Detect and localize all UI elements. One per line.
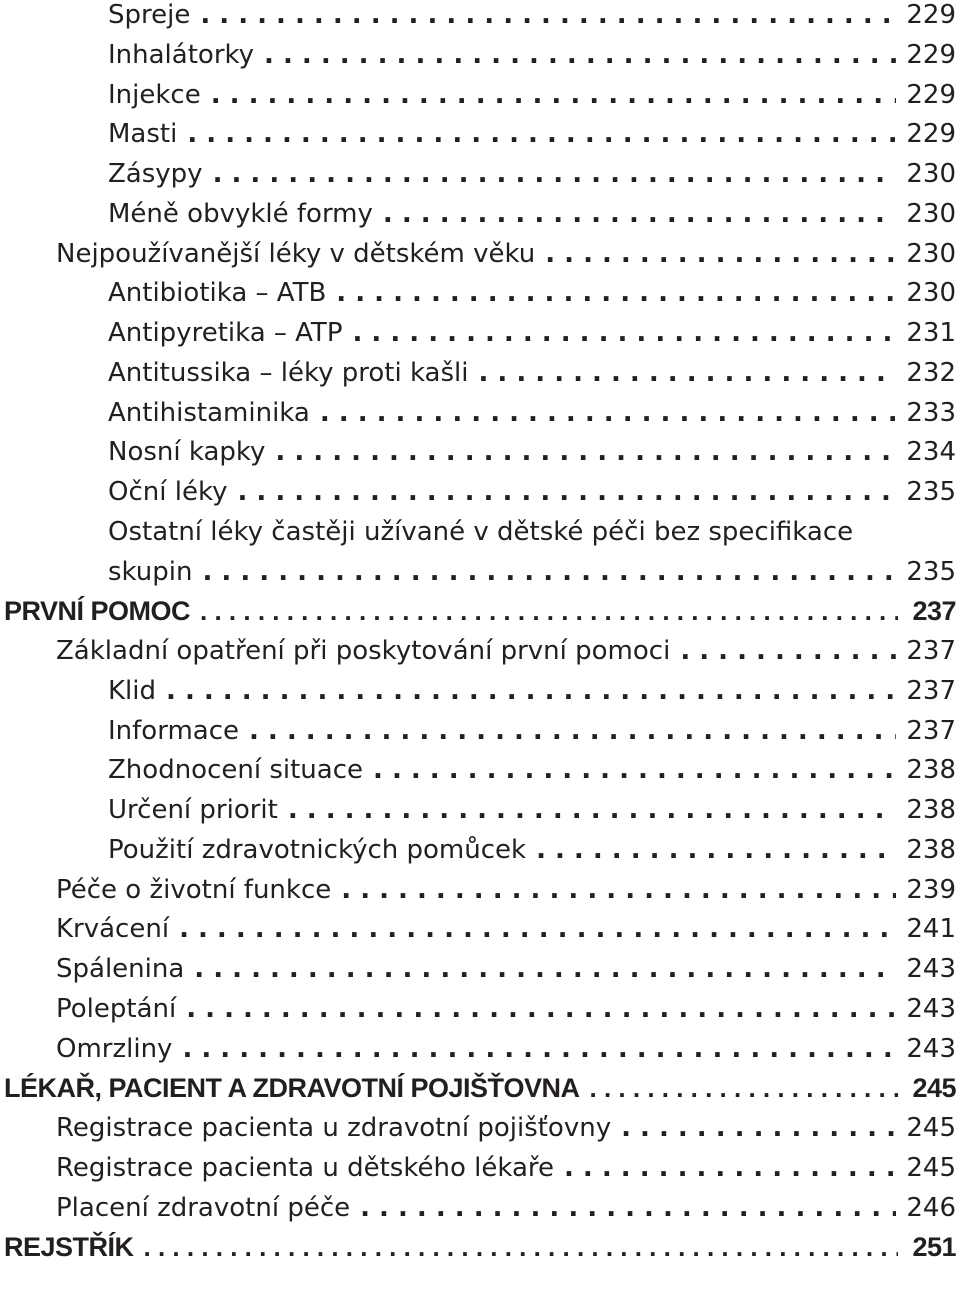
toc-entry [0,512,960,552]
toc-entry-page: 235 [906,477,956,507]
toc-entry-title: Méně obvyklé formy [108,198,373,229]
toc-dot-leader [200,591,898,631]
toc-entry [0,154,960,194]
toc-dot-leader [320,393,897,433]
toc-dot-leader [166,671,896,711]
toc-entry [0,353,960,393]
toc-entry [0,830,960,870]
toc-dot-leader [211,75,897,115]
toc-dot-leader [336,273,896,313]
toc-entry-page: 241 [906,914,956,945]
toc-dot-leader [186,989,896,1029]
toc-dot-leader [194,949,896,989]
toc-dot-leader [182,1029,896,1069]
toc-entry-page: 239 [906,874,956,905]
toc-dot-leader [213,154,897,194]
toc-dot-leader [237,472,896,512]
toc-section-heading [0,1227,960,1267]
toc-entry-title: Péče o životní funkce [56,874,332,905]
toc-entry-page: 238 [906,795,956,825]
toc-entry-page: 229 [906,39,956,70]
toc-entry-page: 232 [906,357,956,388]
toc-dot-leader [200,0,896,35]
toc-entry-title: Antihistaminika [108,397,310,428]
toc-dot-leader [536,830,896,870]
toc-entry-title: Zásypy [108,159,203,189]
toc-entry-page: 238 [906,834,956,865]
toc-dot-leader [187,114,896,154]
toc-entry [0,750,960,790]
toc-dot-leader [478,353,896,393]
toc-entry [0,790,960,830]
toc-entry-title: Placení zdravotní péče [56,1192,351,1223]
toc-dot-leader [144,1227,898,1267]
toc-entry-title: skupin [108,556,193,587]
toc-entry-title: Inhalátorky [108,39,255,70]
toc-entry [0,35,960,75]
toc-entry-page: 245 [906,1113,956,1143]
toc-entry [0,0,960,35]
toc-entry-title: Krvácení [56,914,170,945]
toc-entry-title: Základní opatření při poskytování první pomoci [56,636,671,666]
toc-entry-title: Registrace pacienta u zdravotní pojišťovny [56,1113,612,1143]
toc-entry-title: Antitussika – léky proti kašli [108,357,469,388]
toc-entry [0,75,960,115]
toc-entry-title: Masti [108,119,178,150]
toc-dot-leader [621,1108,896,1148]
toc-entry-title: Antibiotika – ATB [108,278,327,309]
toc-entry [0,313,960,353]
toc-entry-page: 245 [912,1073,956,1104]
toc-entry-title: Zhodnocení situace [108,755,364,786]
toc-entry-page: 237 [906,675,956,706]
toc-entry-page: 233 [906,397,956,428]
toc-entry-title: Určení priorit [108,795,278,825]
toc-entry-title: Spreje [108,0,191,30]
toc-entry-title: LÉKAŘ, PACIENT A ZDRAVOTNÍ POJIŠŤOVNA [4,1073,580,1104]
toc-entry-title: Ostatní léky častěji užívané v dětské péči bez specifikace [108,516,854,547]
toc-entry-page: 243 [906,993,956,1024]
toc-entry-page: 237 [906,715,956,746]
toc-entry-title: Poleptání [56,993,177,1024]
toc-dot-leader [275,432,896,472]
toc-entry [0,1029,960,1069]
toc-entry-title: Klid [108,675,157,706]
toc-entry-page: 229 [906,0,956,30]
toc-entry-title: Antipyretika – ATP [108,318,343,348]
toc-entry [0,234,960,274]
toc-entry-title: Nosní kapky [108,437,266,468]
toc-entry [0,194,960,234]
toc-entry-title: Použití zdravotnických pomůcek [108,834,527,865]
toc-entry-page: 246 [906,1192,956,1223]
toc-entry [0,432,960,472]
toc-dot-leader [360,1188,896,1228]
toc-entry [0,671,960,711]
toc-dot-leader [249,711,896,751]
toc-dot-leader [288,790,897,830]
toc-entry-page: 237 [906,636,956,666]
toc-dot-leader [203,552,897,592]
toc-entry-page: 251 [912,1232,956,1263]
toc-dot-leader [179,909,896,949]
toc-dot-leader [264,35,896,75]
toc-entry-title: Informace [108,715,239,746]
toc-entry [0,114,960,154]
toc-entry-title: Registrace pacienta u dětského lékaře [56,1152,554,1183]
toc-entry-title: REJSTŘÍK [4,1232,134,1263]
toc-entry-title: Injekce [108,79,201,110]
toc-entry-page: 230 [906,159,956,189]
toc-entry [0,949,960,989]
toc-entry-page: 243 [906,954,956,984]
toc-dot-leader [590,1068,898,1108]
toc-entry-page: 230 [906,238,956,269]
toc-entry-page: 231 [906,318,956,348]
toc-dot-leader [545,234,896,274]
toc-entry [0,393,960,433]
toc-entry-title: PRVNÍ POMOC [4,596,191,627]
toc-entry [0,870,960,910]
toc-entry-title: Nejpoužívanější léky v dětském věku [56,238,536,269]
toc-entry [0,552,960,592]
toc-dot-leader [680,631,896,671]
toc-entry [0,1148,960,1188]
toc-entry-page: 229 [906,119,956,150]
toc-dot-leader [564,1148,896,1188]
toc-entry-title: Spálenina [56,954,185,984]
toc-entry-page: 243 [906,1033,956,1064]
toc-entry [0,631,960,671]
toc-entry-page: 230 [906,198,956,229]
toc-entry-page: 237 [912,596,956,627]
toc-entry [0,472,960,512]
toc-section-heading [0,1068,960,1108]
toc-entry [0,1188,960,1228]
toc-entry-page: 229 [906,79,956,110]
toc-entry-title: Oční léky [108,477,228,507]
toc-entry-page: 230 [906,278,956,309]
toc-entry-page: 234 [906,437,956,468]
toc-entry [0,989,960,1029]
toc-dot-leader [353,313,897,353]
toc-dot-leader [341,870,896,910]
toc-entry [0,1108,960,1148]
toc-dot-leader [373,750,896,790]
toc-entry [0,909,960,949]
toc-entry-title: Omrzliny [56,1033,173,1064]
toc-section-heading [0,591,960,631]
toc-entry-page: 235 [906,556,956,587]
toc-entry-page: 245 [906,1152,956,1183]
toc-entry [0,273,960,313]
toc-dot-leader [383,194,896,234]
toc-entry [0,711,960,751]
toc-entry-page: 238 [906,755,956,786]
